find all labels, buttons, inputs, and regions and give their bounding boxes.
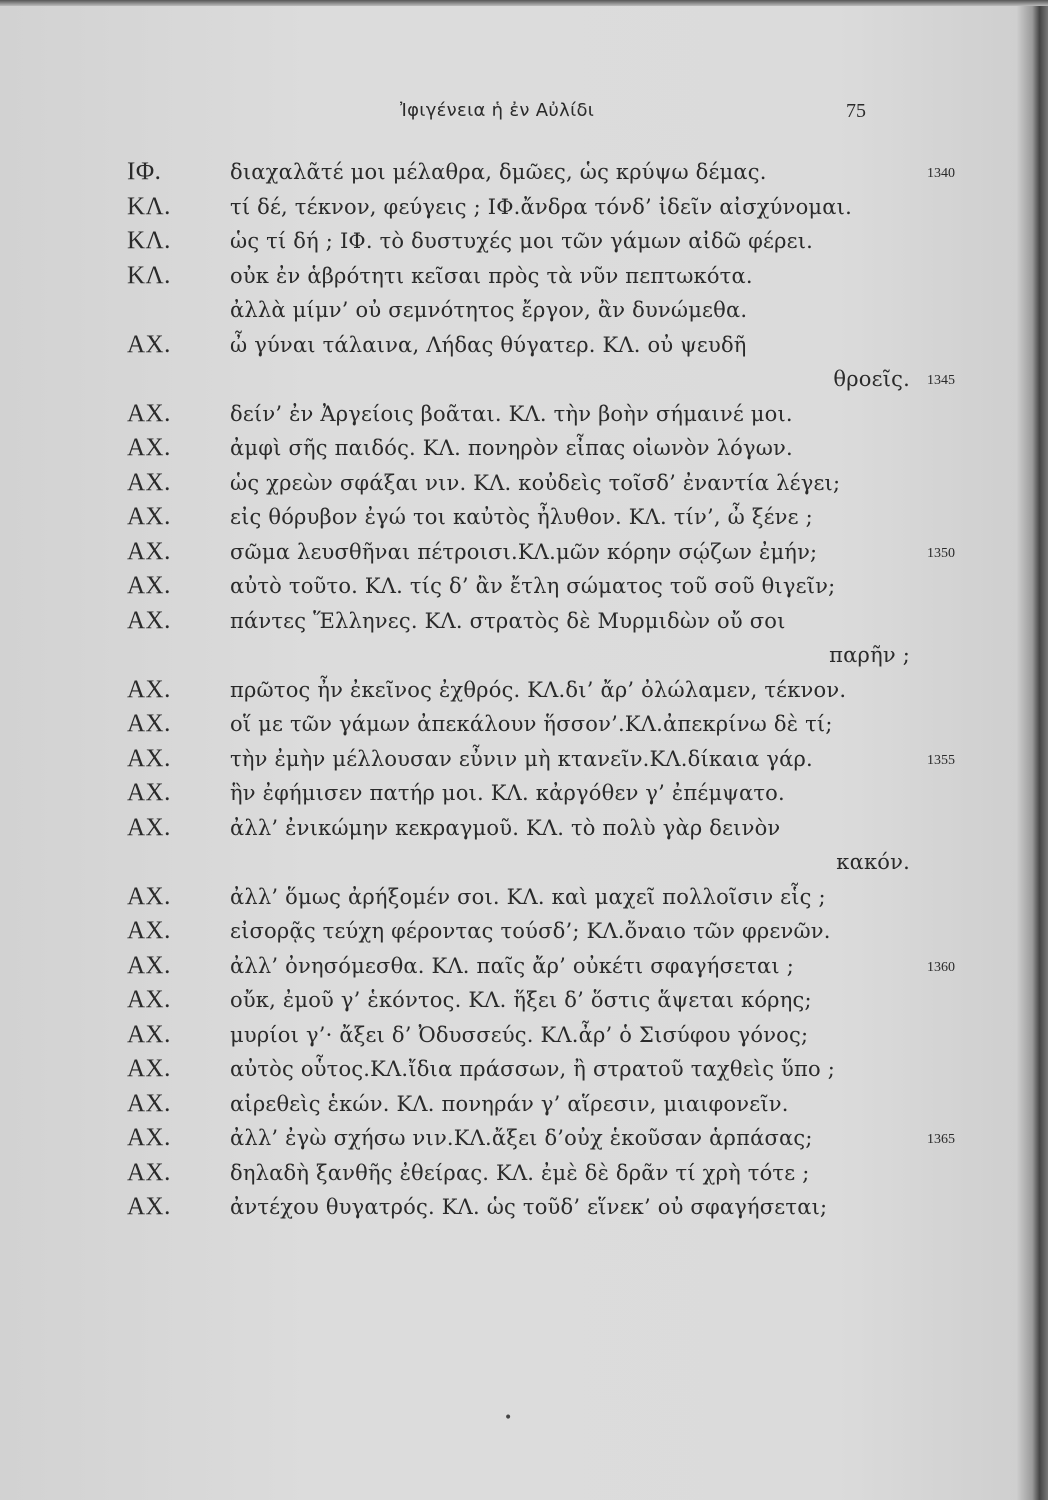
speaker-label: ΑΧ. [127, 572, 171, 599]
verse-text: μυρίοι γ’· ἄξει δ’ Ὀδυσσεύς. ΚΛ.ἆρ’ ὁ Σισύφου γόνος; [230, 1022, 809, 1047]
verse-line [0, 1124, 1048, 1159]
verse-lines [0, 158, 1048, 1228]
verse-line [0, 1193, 1048, 1228]
line-number: 1340 [927, 166, 955, 181]
verse-text: αὐτὸς οὗτος.ΚΛ.ἴδια πράσσων, ἢ στρατοῦ ταχθεὶς ὕπο ; [230, 1057, 836, 1081]
verse-text: πρῶτος ἦν ἐκεῖνος ἐχθρός. ΚΛ.δι’ ἄρ’ ὀλώλαμεν, τέκνον. [230, 677, 847, 702]
speaker-label: ΑΧ. [127, 951, 171, 979]
speaker-label: ΑΧ. [127, 710, 171, 737]
speaker-label: ΑΧ. [127, 503, 171, 530]
verse-text: διαχαλᾶτέ μοι μέλαθρα, δμῶες, ὡς κρύψω δέμας. [230, 160, 767, 184]
verse-line [0, 1090, 1048, 1125]
verse-text: ὡς τί δή ; ΙΦ. τὸ δυστυχές μοι τῶν γάμων αἰδῶ φέρει. [230, 229, 814, 253]
verse-text: ἀμφὶ σῆς παιδός. ΚΛ. πονηρὸν εἶπας οἰωνὸν λόγων. [230, 436, 793, 460]
line-number: 1345 [927, 373, 955, 388]
speaker-label: ΑΧ. [127, 986, 171, 1013]
verse-text: ἀλλ’ ἐνικώμην κεκραγμοῦ. ΚΛ. τὸ πολὺ γὰρ δεινὸν [230, 815, 781, 840]
verse-line [0, 538, 1048, 573]
verse-text: κακόν. [836, 850, 910, 874]
verse-line [0, 434, 1048, 469]
line-number: 1365 [927, 1132, 955, 1147]
speaker-label: ΚΛ. [127, 227, 171, 254]
verse-line [0, 1159, 1048, 1194]
verse-line [0, 641, 1048, 676]
verse-line [0, 400, 1048, 435]
line-number: 1360 [927, 959, 955, 975]
speaker-label: ΙΦ. [127, 158, 162, 185]
verse-text: ἀλλ’ ἐγὼ σχήσω νιν.ΚΛ.ἄξει δ’οὐχ ἑκοῦσαν ἁρπάσας; [230, 1126, 813, 1150]
speaker-label: ΑΧ. [127, 399, 171, 427]
running-title: Ἰφιγένεια ἡ ἐν Αὐλίδι [400, 100, 595, 121]
speaker-label: ΑΧ. [127, 606, 171, 634]
verse-text: ἣν ἐφήμισεν πατήρ μοι. ΚΛ. κἀργόθεν γ’ ἐπέμψατο. [230, 781, 785, 805]
speaker-label: ΑΧ. [127, 1158, 171, 1186]
verse-text: οὔκ, ἐμοῦ γ’ ἑκόντος. ΚΛ. ἥξει δ’ ὅστις ἅψεται κόρης; [230, 988, 812, 1012]
verse-line [0, 607, 1048, 642]
verse-text: οὐκ ἐν ἁβρότητι κεῖσαι πρὸς τὰ νῦν πεπτωκότα. [230, 263, 753, 288]
verse-line [0, 917, 1048, 952]
verse-line [0, 158, 1048, 193]
scan-edge [0, 0, 1048, 6]
verse-line [0, 676, 1048, 711]
verse-line [0, 814, 1048, 849]
speaker-label: ΑΧ. [127, 675, 171, 703]
verse-text: τί δέ, τέκνον, φεύγεις ; ΙΦ.ἄνδρα τόνδ’ ἰδεῖν αἰσχύνομαι. [230, 194, 852, 219]
line-number: 1350 [927, 545, 955, 561]
verse-line [0, 193, 1048, 228]
speaker-label: ΑΧ. [127, 468, 171, 496]
verse-text: πάντες Ἕλληνες. ΚΛ. στρατὸς δὲ Μυρμιδὼν οὔ σοι [230, 608, 786, 633]
verse-line [0, 469, 1048, 504]
verse-text: τὴν ἐμὴν μέλλουσαν εὖνιν μὴ κτανεῖν.ΚΛ.δίκαια γάρ. [230, 746, 813, 771]
verse-text: ἀντέχου θυγατρός. ΚΛ. ὡς τοῦδ’ εἵνεκ’ οὐ σφαγήσεται; [230, 1195, 828, 1219]
speaker-label: ΑΧ. [127, 434, 171, 461]
speaker-label: ΑΧ. [127, 744, 171, 772]
speaker-label: ΑΧ. [127, 1055, 171, 1082]
verse-line [0, 227, 1048, 262]
speaker-label: ΚΛ. [127, 192, 171, 220]
verse-text: δηλαδὴ ξανθῆς ἐθείρας. ΚΛ. ἐμὲ δὲ δρᾶν τί χρὴ τότε ; [230, 1160, 810, 1185]
speaker-label: ΑΧ. [127, 882, 171, 910]
verse-text: οἵ με τῶν γάμων ἀπεκάλουν ἥσσον’.ΚΛ.ἀπεκρίνω δὲ τί; [230, 712, 833, 736]
verse-text: ἀλλὰ μίμν’ οὐ σεμνότητος ἔργον, ἂν δυνώμεθα. [230, 298, 748, 322]
speaker-label: ΑΧ. [127, 779, 171, 806]
verse-line [0, 503, 1048, 538]
verse-line [0, 1021, 1048, 1056]
verse-text: σῶμα λευσθῆναι πέτροισι.ΚΛ.μῶν κόρην σῴζων ἐμήν; [230, 539, 818, 564]
speaker-label: ΑΧ. [127, 813, 171, 841]
verse-text: θροεῖς. [833, 367, 910, 391]
verse-text: παρῆν ; [829, 643, 910, 667]
verse-text: ἀλλ’ ὅμως ἀρήξομέν σοι. ΚΛ. καὶ μαχεῖ πολλοῖσιν εἷς ; [230, 884, 826, 909]
line-number: 1355 [927, 752, 955, 768]
verse-text: αἱρεθεὶς ἑκών. ΚΛ. πονηράν γ’ αἵρεσιν, μιαιφονεῖν. [230, 1091, 789, 1116]
verse-text: ὦ γύναι τάλαινα, Λήδας θύγατερ. ΚΛ. οὐ ψευδῆ [230, 332, 747, 357]
verse-line [0, 296, 1048, 331]
verse-line [0, 779, 1048, 814]
speaker-label: ΚΛ. [127, 261, 171, 289]
verse-line [0, 986, 1048, 1021]
verse-text: αὐτὸ τοῦτο. ΚΛ. τίς δ’ ἂν ἔτλη σώματος τοῦ σοῦ θιγεῖν; [230, 574, 836, 598]
verse-text: δείν’ ἐν Ἀργείοις βοᾶται. ΚΛ. τὴν βοὴν σήμαινέ μοι. [230, 401, 793, 426]
verse-line [0, 952, 1048, 987]
verse-line [0, 262, 1048, 297]
verse-text: ἀλλ’ ὀνησόμεσθα. ΚΛ. παῖς ἄρ’ οὐκέτι σφαγήσεται ; [230, 953, 794, 978]
verse-line [0, 883, 1048, 918]
speaker-label: ΑΧ. [127, 1124, 171, 1151]
speaker-label: ΑΧ. [127, 917, 171, 944]
verse-text: εἰς θόρυβον ἐγώ τοι καὐτὸς ἦλυθον. ΚΛ. τίν’, ὦ ξένε ; [230, 505, 813, 529]
speaker-label: ΑΧ. [127, 1020, 171, 1048]
verse-line [0, 572, 1048, 607]
speaker-label: ΑΧ. [127, 537, 171, 565]
verse-line [0, 848, 1048, 883]
verse-line [0, 365, 1048, 400]
verse-line [0, 1055, 1048, 1090]
verse-line [0, 710, 1048, 745]
footer-bullet: • [504, 1410, 513, 1426]
page-number: 75 [846, 100, 866, 122]
verse-line [0, 331, 1048, 366]
page-header [0, 100, 1048, 130]
verse-text: εἰσορᾷς τεύχη φέροντας τούσδ’; ΚΛ.ὄναιο τῶν φρενῶν. [230, 919, 831, 943]
speaker-label: ΑΧ. [127, 1089, 171, 1117]
speaker-label: ΑΧ. [127, 330, 171, 358]
speaker-label: ΑΧ. [127, 1193, 171, 1220]
verse-text: ὡς χρεὼν σφάξαι νιν. ΚΛ. κοὐδεὶς τοῖσδ’ ἐναντία λέγει; [230, 470, 841, 495]
verse-line [0, 745, 1048, 780]
